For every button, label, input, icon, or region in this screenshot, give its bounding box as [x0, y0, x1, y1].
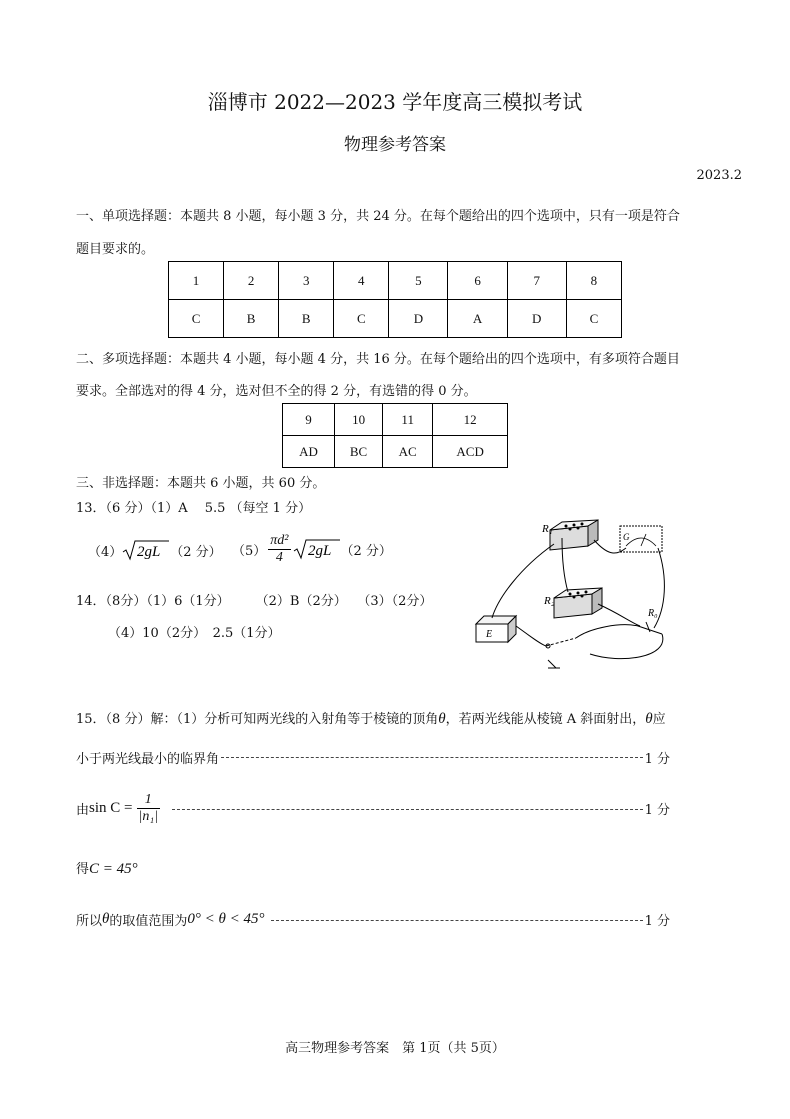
question-number-cell: 2 — [224, 262, 279, 300]
resistance-box-r2-icon — [554, 588, 602, 618]
q15-eq1-numerator: 1 — [137, 792, 161, 808]
battery-icon — [476, 616, 516, 642]
section1-intro-line2: 题目要求的。 — [76, 242, 155, 257]
q13-part4-score: （2 分） — [170, 544, 222, 560]
r2-label: R₂ — [544, 595, 555, 607]
q15-line2 — [76, 748, 670, 767]
section2-intro-line2: 要求。全部选对的得 4 分，选对但不全的得 2 分，有选错的得 0 分。 — [76, 384, 477, 399]
q15-line1 — [76, 708, 666, 728]
answer-cell: A — [448, 300, 507, 338]
answer-cell: D — [389, 300, 448, 338]
pointer-mark-icon — [548, 660, 560, 668]
q15-line1-text-b: ，若两光线能从棱镜 A 斜面射出， — [445, 712, 646, 727]
q13-part5 — [232, 526, 392, 572]
answer-cell: D — [507, 300, 566, 338]
theta-symbol: θ — [438, 711, 446, 727]
answer-cell: B — [279, 300, 334, 338]
switch-icon — [546, 638, 576, 648]
page-subtitle: 物理参考答案 — [344, 135, 446, 155]
q15-eq2-formula: C = 45° — [89, 861, 138, 877]
q15-eq3-mid: 的取值范围为 — [109, 914, 188, 929]
q13-part5-numerator: πd² — [270, 533, 289, 549]
q14-line2: （4）10（2分） 2.5（1分） — [108, 626, 281, 641]
answer-cell: C — [334, 300, 389, 338]
q13-part4 — [88, 532, 222, 568]
q14-line1: 14．（8分）（1）6（1分） （2）B（2分） （3）（2分） — [76, 594, 433, 609]
exam-date: 2023.2 — [696, 168, 742, 183]
sqrt-expression — [122, 539, 170, 561]
score-1: 1 分 — [644, 752, 670, 767]
score-1: 1 分 — [644, 914, 670, 929]
answer-cell: ACD — [433, 436, 508, 468]
resistance-box-r1-icon — [550, 520, 598, 550]
section1-intro-line1: 一、单项选择题：本题共 8 小题，每小题 3 分，共 24 分。在每个题给出的四个选项中，只有一项是符合 — [76, 209, 680, 224]
fraction — [268, 533, 290, 565]
q15-eq2 — [76, 858, 138, 878]
page-title: 淄博市 2022—2023 学年度高三模拟考试 — [207, 90, 583, 114]
q15-line1-text-c: 应 — [652, 712, 666, 727]
question-number-cell: 1 — [169, 262, 224, 300]
rheostat-r0-icon — [638, 622, 662, 634]
answer-cell: C — [169, 300, 224, 338]
galvanometer-label: G — [623, 532, 630, 542]
radical-sign-icon — [122, 539, 170, 561]
q13-part5-radicand: 2gL — [307, 543, 331, 559]
q15-eq3 — [76, 910, 670, 929]
question-number-cell: 4 — [334, 262, 389, 300]
multiple-choice-answer-table — [282, 403, 508, 468]
sqrt-expression — [293, 538, 341, 560]
question-number-cell: 10 — [334, 404, 382, 436]
q15-eq1 — [76, 788, 670, 828]
dash-leader — [271, 918, 643, 921]
question-number-cell: 5 — [389, 262, 448, 300]
circuit-diagram — [470, 518, 680, 678]
question-number-cell: 6 — [448, 262, 507, 300]
answer-cell: AD — [283, 436, 335, 468]
r0-label: R₀ — [648, 608, 658, 619]
answer-cell: B — [224, 300, 279, 338]
answer-cell: BC — [334, 436, 382, 468]
question-number-cell: 7 — [507, 262, 566, 300]
dash-leader — [221, 748, 643, 758]
q13-part4-radicand: 2gL — [137, 544, 161, 560]
q15-eq1-denominator: |n₁| — [138, 808, 159, 824]
q15-eq2-prefix: 得 — [76, 862, 90, 877]
answer-cell: AC — [383, 436, 433, 468]
question-number-cell: 11 — [383, 404, 433, 436]
page-footer: 高三物理参考答案 第 1页（共 5页） — [285, 1041, 505, 1056]
question-number-cell: 9 — [283, 404, 335, 436]
score-1: 1 分 — [644, 802, 670, 818]
q13-part5-score: （2 分） — [340, 543, 392, 559]
section3-intro: 三、非选择题：本题共 6 小题，共 60 分。 — [76, 476, 326, 491]
q15-line2-text: 小于两光线最小的临界角 — [76, 752, 220, 767]
question-number-cell: 12 — [433, 404, 508, 436]
radical-sign-icon — [293, 538, 341, 560]
q15-eq1-lhs: sin C = — [89, 799, 133, 816]
q15-line1-text-a: 15．（8 分）解：（1）分析可知两光线的入射角等于棱镜的顶角 — [76, 712, 439, 727]
q15-eq3-formula: 0° < θ < 45° — [187, 911, 265, 927]
q13-line1: 13．（6 分）（1）A 5.5 （每空 1 分） — [76, 501, 312, 516]
q13-part5-label: （5） — [232, 543, 267, 559]
dash-leader — [172, 807, 643, 810]
q13-part5-denominator: 4 — [275, 549, 283, 565]
q15-eq3-prefix: 所以 — [76, 914, 103, 929]
question-number-cell: 3 — [279, 262, 334, 300]
theta-symbol: θ — [645, 711, 653, 727]
fraction — [137, 792, 161, 824]
theta-symbol: θ — [102, 911, 110, 927]
question-number-cell: 8 — [566, 262, 621, 300]
answer-cell: C — [566, 300, 621, 338]
q15-eq1-prefix: 由 — [76, 802, 90, 818]
q13-part4-label: （4） — [88, 544, 123, 560]
single-choice-answer-table — [168, 261, 622, 338]
section2-intro-line1: 二、多项选择题：本题共 4 小题，每小题 4 分，共 16 分。在每个题给出的四个选项中，有多项符合题目 — [76, 352, 680, 367]
r1-label: R₁ — [542, 523, 553, 535]
battery-label: E — [486, 629, 493, 640]
